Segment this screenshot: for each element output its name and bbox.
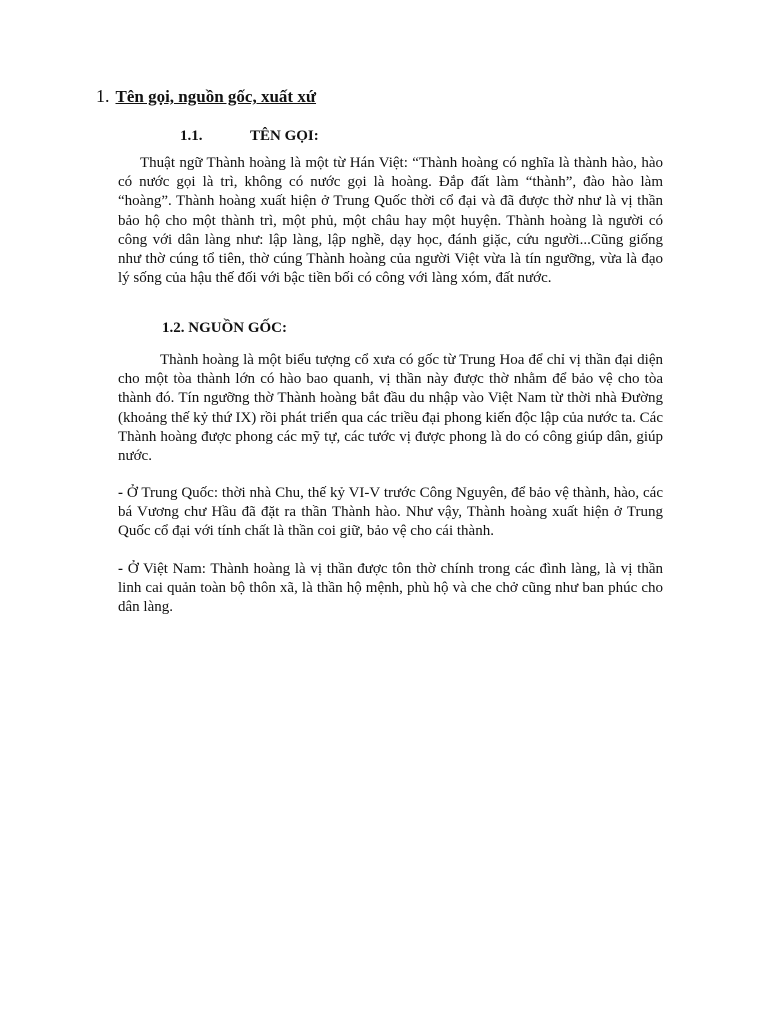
- vietnam-paragraph: [118, 560, 663, 618]
- section-1-1-heading: [180, 128, 319, 145]
- section-1-2-paragraph: Thành hoàng là một biểu tượng cổ xưa có gốc từ Trung Hoa để chỉ vị thần đại diện cho một tòa thành lớn có hào bao quanh, vị thần này được thờ nhằm để bảo vệ cho tòa thành đó. Tín ngưỡng thờ Thành hoàng bắt đầu du nhập vào Việt Nam từ thời nhà Đường (khoảng thế kỷ thứ IX) rồi phát triển qua các triều đại phong kiến độc lập của nước ta. Các Thành hoàng được phong các mỹ tự, các tước vị được phong là do có công giúp dân, giúp nước.: [118, 352, 663, 465]
- section-1-heading: [96, 86, 316, 107]
- section-1-1-number: 1.1.: [180, 128, 203, 144]
- china-paragraph: [118, 484, 663, 542]
- vietnam-text: Ở Việt Nam: Thành hoàng là vị thần được tôn thờ chính trong các đình làng, là vị thần linh cai quản toàn bộ thôn xã, là thần hộ mệnh, phù hộ và che chở cũng như ban phúc cho dân làng.: [118, 561, 663, 616]
- section-1-title: Tên gọi, nguồn gốc, xuất xứ: [115, 87, 317, 106]
- vietnam-dash: -: [118, 561, 123, 577]
- china-dash: -: [118, 485, 123, 501]
- china-text: Ở Trung Quốc: thời nhà Chu, thế kỷ VI-V trước Công Nguyên, để bảo vệ thành, hào, các bá Vương chư Hầu đã đặt ra thần Thành hào. Như vậy, Thành hoàng xuất hiện ở Trung Quốc cổ đại với tính chất là thần coi giữ, bảo vệ cho cái thành.: [118, 485, 663, 540]
- section-1-2-heading: 1.2. NGUỒN GỐC:: [162, 320, 287, 336]
- section-1-number: 1.: [96, 86, 110, 106]
- section-1-1-title: TÊN GỌI:: [250, 128, 319, 144]
- section-1-1-paragraph: Thuật ngữ Thành hoàng là một từ Hán Việt: “Thành hoàng có nghĩa là thành hào, hào có nước gọi là trì, không có nước gọi là hoàng. Đắp đất làm “thành”, đào hào làm “hoàng”. Thành hoàng xuất hiện ở Trung Quốc thời cổ đại và đã được thờ như là vị thần bảo hộ cho một thành trì, một phủ, một châu hay một huyện. Thành hoàng là người có công với dân làng như: lập làng, lập nghề, dạy học, đánh giặc, cứu người...Cũng giống như thờ cúng tổ tiên, thờ cúng Thành hoàng của người Việt vừa là tín ngưỡng, vừa là đạo lý sống của hậu thế đối với bậc tiền bối có công với làng xóm, đất nước.: [118, 155, 663, 287]
